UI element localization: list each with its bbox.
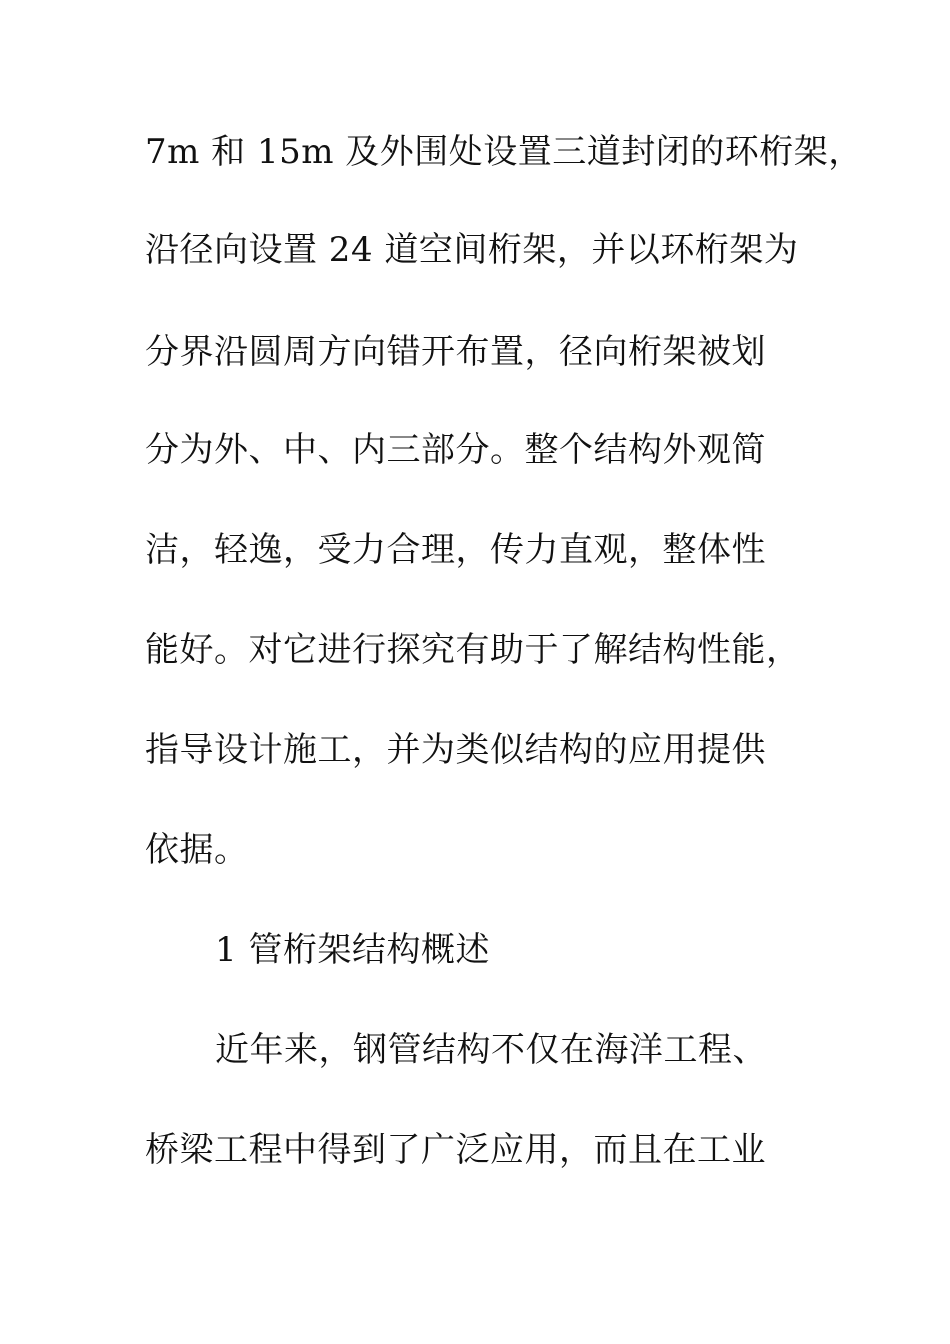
body-text-line: 分为外、中、内三部分。整个结构外观简 — [145, 430, 766, 470]
body-text-line: 近年来，钢管结构不仅在海洋工程、 — [215, 1030, 767, 1070]
body-text-line: 能好。对它进行探究有助于了解结构性能， — [145, 630, 801, 670]
body-text-line: 指导设计施工，并为类似结构的应用提供 — [145, 730, 766, 770]
body-text-line: 分界沿圆周方向错开布置，径向桁架被划 — [145, 332, 766, 372]
body-text-line: 沿径向设置 24 道空间桁架，并以环桁架为 — [145, 230, 799, 270]
body-text-line: 桥梁工程中得到了广泛应用，而且在工业 — [145, 1130, 766, 1170]
body-text-line: 洁，轻逸，受力合理，传力直观，整体性 — [145, 530, 766, 570]
body-text-line: 依据。 — [145, 830, 249, 870]
section-heading: 1 管桁架结构概述 — [215, 930, 490, 970]
body-text-line: 7m 和 15m 及外围处设置三道封闭的环桁架， — [145, 132, 863, 172]
